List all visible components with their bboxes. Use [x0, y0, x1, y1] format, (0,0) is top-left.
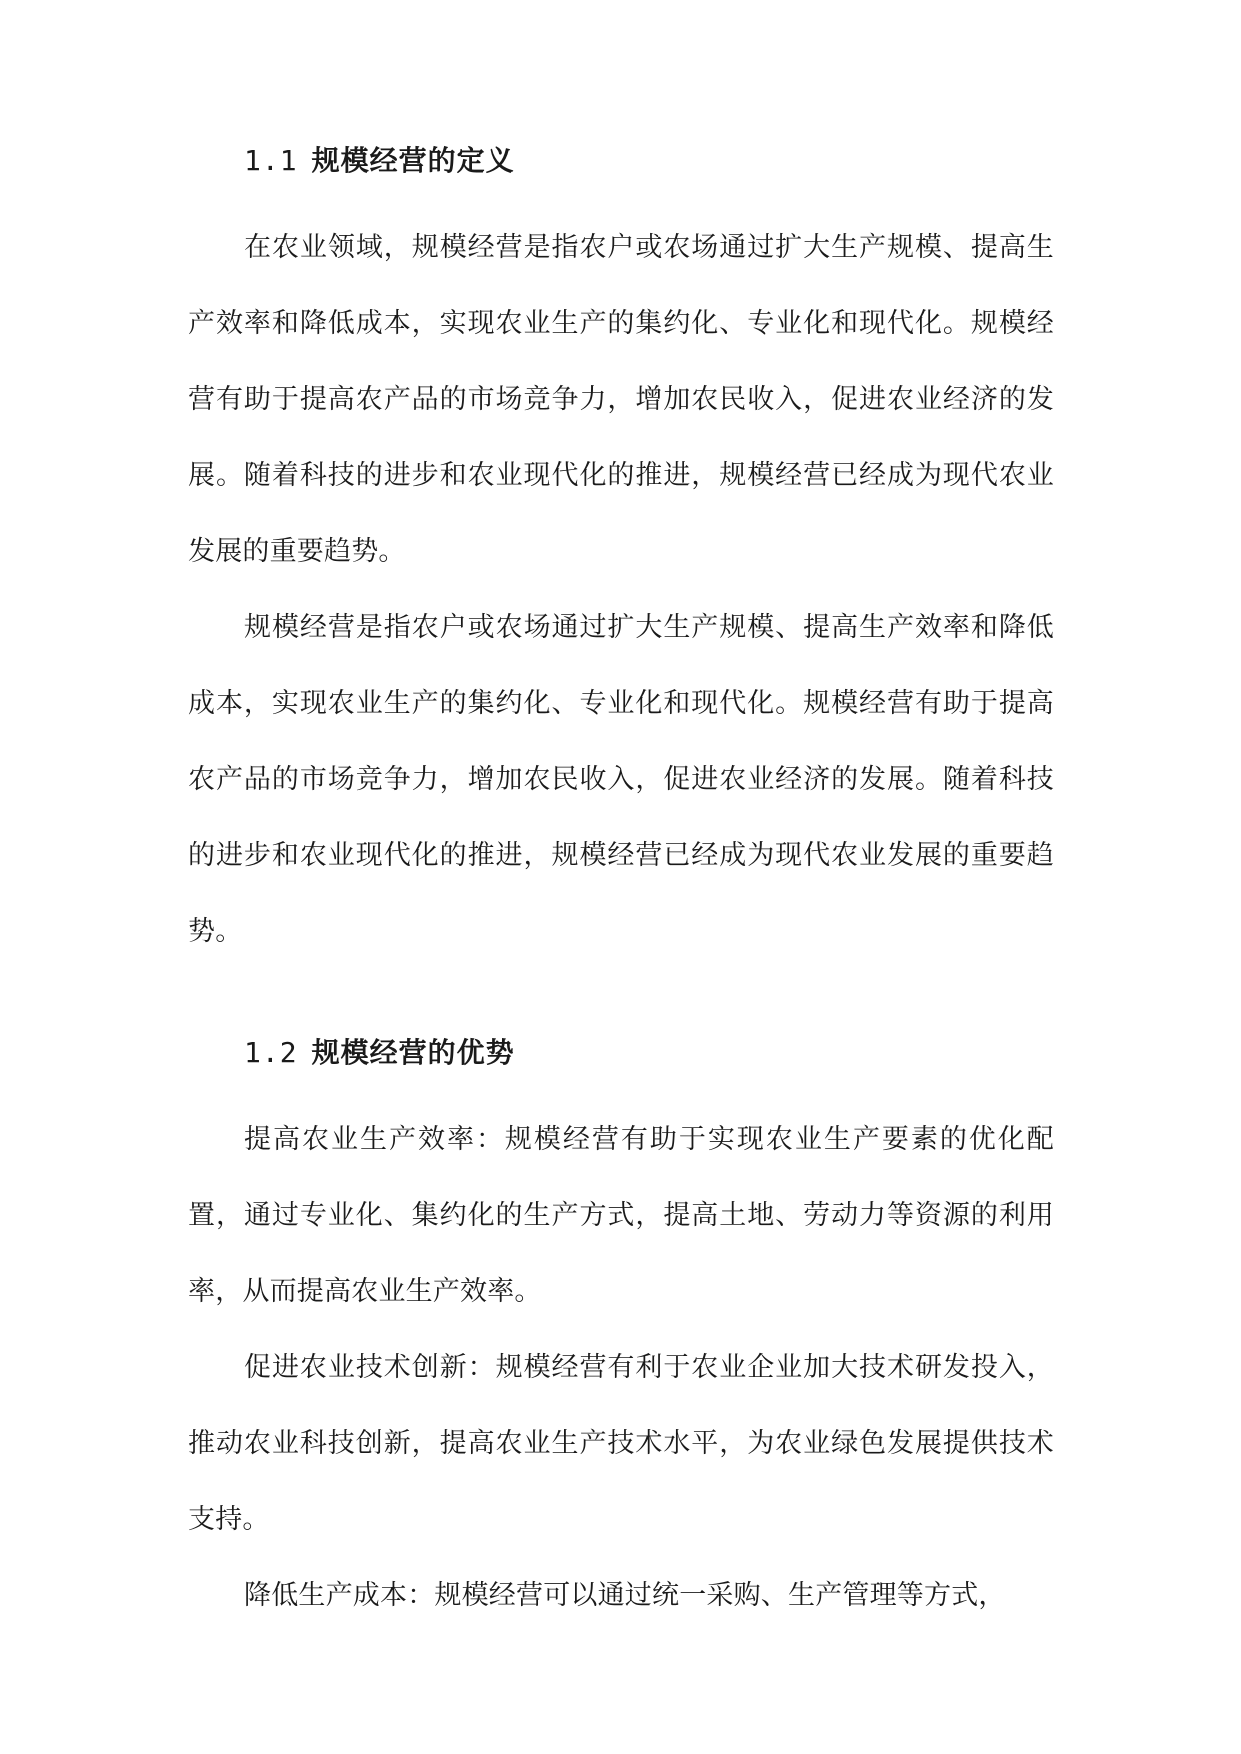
section-title: 规模经营的优势 [311, 1036, 515, 1069]
paragraph: 提高农业生产效率：规模经营有助于实现农业生产要素的优化配置，通过专业化、集约化的生产方式，提高土地、劳动力等资源的利用率，从而提高农业生产效率。 [188, 1124, 1054, 1307]
paragraph: 促进农业技术创新：规模经营有利于农业企业加大技术研发投入，推动农业科技创新，提高农业生产技术水平，为农业绿色发展提供技术支持。 [188, 1352, 1054, 1535]
section-title: 规模经营的定义 [311, 144, 515, 177]
paragraph: 降低生产成本：规模经营可以通过统一采购、生产管理等方式， [244, 1580, 1006, 1611]
page-content [188, 136, 1054, 1634]
section-heading-1-2 [188, 1028, 1054, 1078]
paragraph: 在农业领域，规模经营是指农户或农场通过扩大生产规模、提高生产效率和降低成本，实现农业生产的集约化、专业化和现代化。规模经营有助于提高农产品的市场竞争力，增加农民收入，促进农业经济的发展。随着科技的进步和农业现代化的推进，规模经营已经成为现代农业发展的重要趋势。 [188, 232, 1054, 567]
section-number: 1.2 [244, 1036, 298, 1069]
paragraph: 规模经营是指农户或农场通过扩大生产规模、提高生产效率和降低成本，实现农业生产的集约化、专业化和现代化。规模经营有助于提高农产品的市场竞争力，增加农民收入，促进农业经济的发展。随着科技的进步和农业现代化的推进，规模经营已经成为现代农业发展的重要趋势。 [188, 612, 1054, 947]
section-number: 1.1 [244, 144, 298, 177]
section-heading-1-1 [188, 136, 1054, 186]
